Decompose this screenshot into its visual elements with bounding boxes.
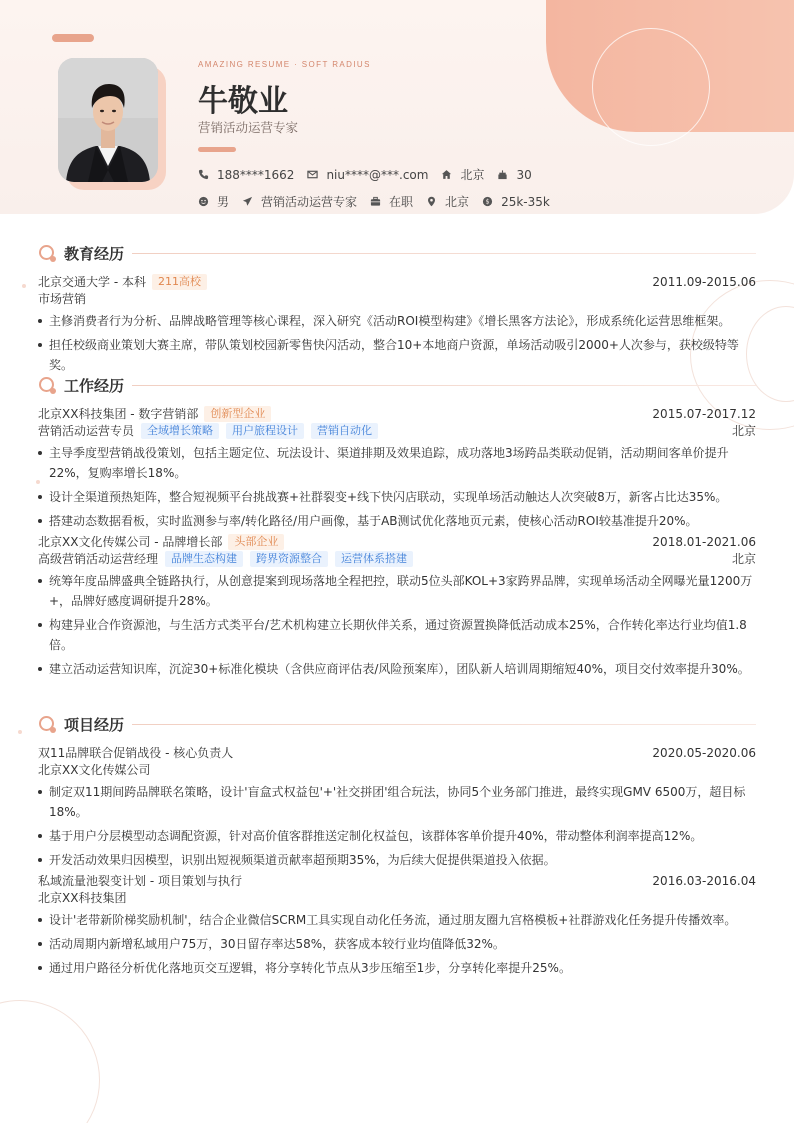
location-item bbox=[426, 193, 469, 210]
skill-tag: 品牌生态构建 bbox=[165, 551, 243, 567]
cake-icon bbox=[497, 169, 508, 180]
section-divider bbox=[132, 385, 756, 386]
company-name: 北京XX文化传媒公司 - 品牌增长部 bbox=[38, 535, 223, 549]
intent-value: 营销活动运营专家 bbox=[261, 195, 358, 209]
project-org: 北京XX文化传媒公司 bbox=[38, 763, 151, 777]
home-item bbox=[441, 166, 484, 183]
education-item bbox=[38, 273, 756, 375]
work-section bbox=[38, 374, 756, 679]
company-row bbox=[38, 533, 756, 550]
bullet-item: 构建异业合作资源池，与生活方式类平台/艺术机构建立长期伙伴关系，通过资源置换降低活动成本25%，合作转化率达行业均值1.8倍。 bbox=[38, 615, 756, 655]
briefcase-icon bbox=[370, 196, 381, 207]
project-org: 北京XX科技集团 bbox=[38, 891, 127, 905]
position-row bbox=[38, 550, 756, 567]
bullet-item: 制定双11期间跨品牌联名策略，设计'盲盒式权益包'+'社交拼团'组合玩法，协同5个业务部门推进，最终实现GMV 6500万，超目标18%。 bbox=[38, 782, 756, 822]
major-row bbox=[38, 290, 756, 307]
mail-icon bbox=[307, 169, 318, 180]
project-row bbox=[38, 744, 756, 761]
skill-tag: 运营体系搭建 bbox=[335, 551, 413, 567]
work-date: 2015.07-2017.12 bbox=[652, 406, 756, 421]
resume-header bbox=[0, 0, 794, 214]
company-row bbox=[38, 405, 756, 422]
contact-row-2 bbox=[198, 193, 563, 210]
bullet-item: 设计全渠道预热矩阵，整合短视频平台挑战赛+社群裂变+线下快闪店联动，实现单场活动触达人次突破8万，新客占比达35%。 bbox=[38, 487, 756, 507]
work-city: 北京 bbox=[731, 552, 756, 566]
age-value: 30 bbox=[516, 167, 532, 182]
project-date: 2016.03-2016.04 bbox=[652, 873, 756, 888]
bullet-item: 设计'老带新阶梯奖励机制'，结合企业微信SCRM工具实现自动化任务流，通过朋友圈九宫格模板+社群游戏化任务提升传播效率。 bbox=[38, 910, 756, 930]
search-icon bbox=[38, 714, 58, 734]
gender-item bbox=[198, 193, 229, 210]
project-org-row bbox=[38, 889, 756, 906]
svg-text:$: $ bbox=[485, 197, 490, 206]
email-item bbox=[307, 168, 428, 182]
section-divider bbox=[132, 253, 756, 254]
project-row bbox=[38, 872, 756, 889]
projects-heading bbox=[38, 713, 756, 735]
gender-icon bbox=[198, 196, 209, 207]
education-section bbox=[38, 242, 756, 375]
bullet-item: 主导季度型营销战役策划，包括主题定位、玩法设计、渠道排期及效果追踪，成功落地3场跨品类联动促销，活动期间客单价提升22%，复购率增长18%。 bbox=[38, 443, 756, 483]
search-icon bbox=[38, 375, 58, 395]
education-heading bbox=[38, 242, 756, 264]
candidate-name: 牛敬业 bbox=[198, 84, 288, 119]
company-tag: 创新型企业 bbox=[204, 406, 271, 422]
decorative-ring bbox=[592, 28, 710, 146]
candidate-title: 营销活动运营专家 bbox=[198, 120, 299, 135]
position-name: 营销活动运营专员 bbox=[38, 424, 135, 438]
projects-section bbox=[38, 713, 756, 978]
decorative-dot bbox=[22, 284, 26, 288]
search-icon bbox=[38, 243, 58, 263]
email-value: niu****@***.com bbox=[326, 167, 429, 182]
work-item bbox=[38, 533, 756, 679]
bullet-item: 担任校级商业策划大赛主席，带队策划校园新零售快闪活动，整合10+本地商户资源，单场活动吸引2000+人次参与，获校级特等奖。 bbox=[38, 335, 756, 375]
work-date: 2018.01-2021.06 bbox=[652, 534, 756, 549]
school-name: 北京交通大学 - 本科 bbox=[38, 275, 146, 289]
age-item bbox=[497, 168, 531, 182]
education-title: 教育经历 bbox=[64, 244, 125, 263]
project-name: 双11品牌联合促销战役 - 核心负责人 bbox=[38, 746, 234, 760]
location-icon bbox=[426, 196, 437, 207]
project-date: 2020.05-2020.06 bbox=[652, 745, 756, 760]
education-date: 2011.09-2015.06 bbox=[652, 274, 756, 289]
location-value: 北京 bbox=[445, 195, 470, 209]
bullet-item: 主修消费者行为分析、品牌战略管理等核心课程，深入研究《活动ROI模型构建》《增长黑客方法论》，形成系统化运营思维框架。 bbox=[38, 311, 756, 331]
skill-tag: 跨界资源整合 bbox=[250, 551, 328, 567]
bullet-item: 开发活动效果归因模型，识别出短视频渠道贡献率超预期35%，为后续大促提供渠道投入依据。 bbox=[38, 850, 756, 870]
skill-tag: 营销自动化 bbox=[311, 423, 378, 439]
decorative-dot bbox=[18, 730, 22, 734]
major-name: 市场营销 bbox=[38, 292, 87, 306]
project-item bbox=[38, 872, 756, 978]
bullet-item: 活动周期内新增私域用户75万，30日留存率达58%，获客成本较行业均值降低32%。 bbox=[38, 934, 756, 954]
skill-tag: 用户旅程设计 bbox=[226, 423, 304, 439]
phone-value: 188****1662 bbox=[217, 167, 295, 182]
company-name: 北京XX科技集团 - 数字营销部 bbox=[38, 407, 199, 421]
position-row bbox=[38, 422, 756, 439]
project-bullets bbox=[38, 910, 756, 978]
decorative-ring-left bbox=[0, 1000, 100, 1123]
work-bullets bbox=[38, 443, 756, 531]
work-title: 工作经历 bbox=[64, 376, 125, 395]
title-underline bbox=[198, 147, 236, 152]
resume-tagline: AMAZING RESUME · SOFT RADIUS bbox=[198, 60, 371, 69]
bullet-item: 基于用户分层模型动态调配资源，针对高价值客群推送定制化权益包，该群体客单价提升40%，带动整体利润率提高12%。 bbox=[38, 826, 756, 846]
bullet-item: 统筹年度品牌盛典全链路执行，从创意提案到现场落地全程把控，联动5位头部KOL+3家跨界品牌，实现单场活动全网曝光量1200万+，品牌好感度调研提升28%。 bbox=[38, 571, 756, 611]
school-tag: 211高校 bbox=[152, 274, 207, 290]
phone-icon bbox=[198, 169, 209, 180]
work-item bbox=[38, 405, 756, 531]
salary-item bbox=[482, 195, 550, 209]
section-divider bbox=[132, 724, 756, 725]
education-bullets bbox=[38, 311, 756, 375]
intent-item bbox=[242, 193, 357, 210]
company-tag: 头部企业 bbox=[228, 534, 284, 550]
salary-value: 25k-35k bbox=[501, 194, 550, 209]
project-org-row bbox=[38, 761, 756, 778]
send-icon bbox=[242, 196, 253, 207]
bullet-item: 建立活动运营知识库，沉淀30+标准化模块（含供应商评估表/风险预案库），团队新人培训周期缩短40%，项目交付效率提升30%。 bbox=[38, 659, 756, 679]
skill-tag: 全域增长策略 bbox=[141, 423, 219, 439]
work-bullets bbox=[38, 571, 756, 679]
bullet-item: 通过用户路径分析优化落地页交互逻辑，将分享转化节点从3步压缩至1步，分享转化率提升25%。 bbox=[38, 958, 756, 978]
project-bullets bbox=[38, 782, 756, 870]
work-heading bbox=[38, 374, 756, 396]
salary-icon bbox=[482, 196, 493, 207]
contact-row-1 bbox=[198, 166, 545, 183]
project-name: 私域流量池裂变计划 - 项目策划与执行 bbox=[38, 874, 242, 888]
projects-title: 项目经历 bbox=[64, 715, 125, 734]
phone-item bbox=[198, 168, 294, 182]
bullet-item: 搭建动态数据看板，实时监测参与率/转化路径/用户画像，基于AB测试优化落地页元素，使核心活动ROI较基准提升20%。 bbox=[38, 511, 756, 531]
project-item bbox=[38, 744, 756, 870]
education-row bbox=[38, 273, 756, 290]
gender-value: 男 bbox=[217, 195, 230, 209]
position-name: 高级营销活动运营经理 bbox=[38, 552, 159, 566]
accent-pill bbox=[52, 34, 94, 42]
home-value: 北京 bbox=[460, 168, 485, 182]
status-item bbox=[370, 193, 413, 210]
status-value: 在职 bbox=[389, 195, 414, 209]
work-city: 北京 bbox=[731, 424, 756, 438]
home-icon bbox=[441, 169, 452, 180]
avatar-photo bbox=[58, 58, 158, 182]
